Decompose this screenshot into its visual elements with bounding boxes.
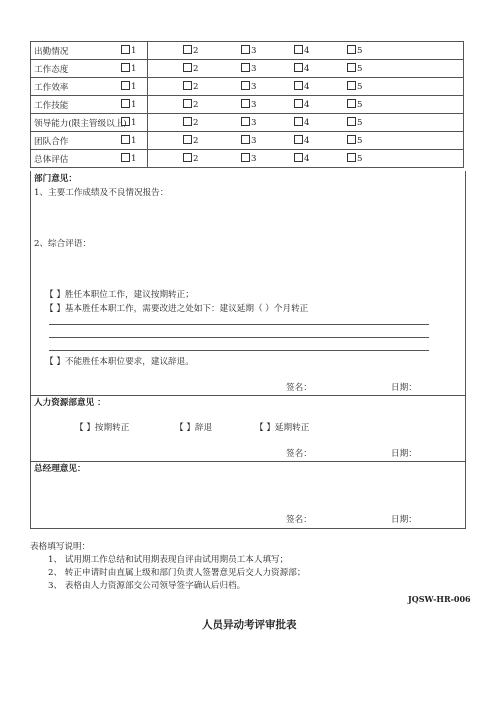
rating-option-label: 2	[193, 82, 199, 92]
rating-option[interactable]	[241, 153, 256, 164]
rating-option-label: 4	[304, 82, 310, 92]
rating-option-label: 3	[251, 64, 257, 74]
checkbox-icon[interactable]	[121, 153, 130, 162]
gm-opinion-title: 总经理意见：	[34, 464, 86, 474]
rating-option[interactable]	[294, 153, 309, 164]
rating-row	[31, 150, 464, 168]
rating-option-label: 1	[131, 64, 137, 74]
checkbox-icon[interactable]	[347, 63, 356, 72]
notes-item-2: 2、 转正申请时由直属上级和部门负责人签署意见后交人力资源部；	[48, 568, 306, 578]
rating-row	[31, 114, 464, 132]
rating-option-label: 4	[304, 64, 310, 74]
checkbox-icon[interactable]	[294, 135, 303, 144]
rating-option[interactable]	[294, 99, 309, 110]
rating-option-label: 5	[357, 64, 363, 74]
rating-option-label: 5	[357, 46, 363, 56]
rating-option[interactable]	[183, 99, 198, 110]
rating-option[interactable]	[241, 99, 256, 110]
hr-opinion-title: 人力资源部意见 ：	[34, 398, 106, 408]
rating-options-cell	[131, 150, 464, 168]
rating-option[interactable]	[347, 81, 362, 92]
rating-label: 工作态度	[31, 60, 148, 78]
rating-option-label: 2	[193, 46, 199, 56]
checkbox-icon[interactable]	[183, 153, 192, 162]
rating-option-label: 3	[251, 46, 257, 56]
rating-table	[30, 41, 464, 168]
rating-row	[31, 42, 464, 60]
notes-item-3: 3、 表格由人力资源部交公司领导签字确认后归档。	[48, 581, 246, 591]
rating-option[interactable]	[183, 135, 198, 146]
checkbox-icon[interactable]	[241, 135, 250, 144]
rating-option[interactable]	[183, 45, 198, 56]
rating-option[interactable]	[241, 117, 256, 128]
hr-option-dismiss[interactable]: 【 】辞退	[175, 423, 213, 433]
checkbox-icon[interactable]	[294, 45, 303, 54]
rating-option-label: 1	[131, 136, 137, 146]
rating-option-label: 5	[357, 82, 363, 92]
checkbox-icon[interactable]	[347, 153, 356, 162]
rating-label: 出勤情况	[31, 42, 148, 60]
dept-date-label: 日期：	[391, 383, 417, 393]
rating-option[interactable]	[183, 81, 198, 92]
dept-sign-label: 签名：	[286, 383, 312, 393]
rating-option[interactable]	[183, 117, 198, 128]
rating-option[interactable]	[121, 63, 136, 74]
checkbox-icon[interactable]	[183, 63, 192, 72]
rating-option[interactable]	[294, 63, 309, 74]
rating-option-label: 4	[304, 136, 310, 146]
rating-row	[31, 60, 464, 78]
rating-option-label: 4	[304, 46, 310, 56]
rating-options-cell	[131, 114, 464, 132]
rating-label: 团队合作	[31, 132, 148, 150]
rating-option-label: 3	[251, 154, 257, 164]
dept-opinion-title: 部门意见：	[34, 174, 77, 184]
comment-line-2[interactable]	[49, 337, 429, 338]
checkbox-icon[interactable]	[294, 117, 303, 126]
checkbox-icon[interactable]	[183, 135, 192, 144]
rating-option-label: 3	[251, 118, 257, 128]
rating-option-label: 5	[357, 118, 363, 128]
checkbox-icon[interactable]	[121, 81, 130, 90]
dept-item-1: 1、主要工作成绩及不良情况报告：	[34, 188, 169, 198]
gm-opinion-section	[30, 461, 466, 529]
rating-option[interactable]	[121, 153, 136, 164]
rating-option[interactable]	[241, 135, 256, 146]
rating-option-label: 3	[251, 82, 257, 92]
checkbox-icon[interactable]	[121, 99, 130, 108]
dept-opinion-section	[30, 171, 466, 396]
rating-option-label: 2	[193, 118, 199, 128]
checkbox-icon[interactable]	[183, 117, 192, 126]
dept-option-pass[interactable]: 【 】胜任本职位工作，建议按期转正；	[45, 290, 194, 300]
rating-option[interactable]	[121, 135, 136, 146]
checkbox-icon[interactable]	[241, 99, 250, 108]
checkbox-icon[interactable]	[121, 135, 130, 144]
rating-option[interactable]	[294, 135, 309, 146]
checkbox-icon[interactable]	[347, 99, 356, 108]
rating-option-label: 4	[304, 154, 310, 164]
hr-opinion-section	[30, 395, 466, 462]
rating-option-label: 2	[193, 100, 199, 110]
rating-option-label: 4	[304, 100, 310, 110]
rating-option[interactable]	[183, 63, 198, 74]
gm-sign-label: 签名：	[286, 515, 312, 525]
rating-option[interactable]	[294, 117, 309, 128]
rating-label: 总体评估	[31, 150, 148, 168]
rating-option-label: 2	[193, 136, 199, 146]
checkbox-icon[interactable]	[241, 63, 250, 72]
rating-option[interactable]	[183, 153, 198, 164]
checkbox-icon[interactable]	[121, 45, 130, 54]
checkbox-icon[interactable]	[121, 117, 130, 126]
rating-option[interactable]	[121, 99, 136, 110]
checkbox-icon[interactable]	[241, 45, 250, 54]
notes-item-1: 1、 试用期工作总结和试用期表现自评由试用期员工本人填写；	[48, 555, 289, 565]
rating-option[interactable]	[121, 45, 136, 56]
checkbox-icon[interactable]	[183, 81, 192, 90]
rating-option[interactable]	[121, 117, 136, 128]
rating-option[interactable]	[294, 45, 309, 56]
rating-options-cell	[131, 132, 464, 150]
rating-option-label: 5	[357, 136, 363, 146]
comment-line-3[interactable]	[49, 350, 429, 351]
dept-item-2: 2、综合评语：	[34, 239, 92, 249]
rating-option[interactable]	[241, 45, 256, 56]
rating-option-label: 1	[131, 82, 137, 92]
hr-option-extend[interactable]: 【 】延期转正	[255, 423, 310, 433]
checkbox-icon[interactable]	[347, 45, 356, 54]
rating-option-label: 5	[357, 154, 363, 164]
checkbox-icon[interactable]	[347, 135, 356, 144]
rating-row	[31, 78, 464, 96]
gm-date-label: 日期：	[391, 515, 417, 525]
rating-option-label: 1	[131, 100, 137, 110]
checkbox-icon[interactable]	[241, 81, 250, 90]
rating-option[interactable]	[347, 63, 362, 74]
hr-option-regular[interactable]: 【 】按期转正	[75, 423, 130, 433]
rating-label: 工作技能	[31, 96, 148, 114]
rating-option[interactable]	[241, 81, 256, 92]
rating-option-label: 4	[304, 118, 310, 128]
document-code: JQSW-HR-006	[408, 594, 471, 604]
notes-heading: 表格填写说明：	[30, 542, 91, 552]
rating-option-label: 1	[131, 118, 137, 128]
rating-option-label: 5	[357, 100, 363, 110]
rating-option-label: 3	[251, 136, 257, 146]
checkbox-icon[interactable]	[241, 153, 250, 162]
rating-options-cell	[131, 60, 464, 78]
hr-date-label: 日期：	[391, 449, 417, 459]
rating-options-cell	[131, 78, 464, 96]
dept-option-fail[interactable]: 【 】不能胜任本职位要求，建议辞退。	[45, 357, 194, 367]
checkbox-icon[interactable]	[183, 99, 192, 108]
rating-option[interactable]	[294, 81, 309, 92]
checkbox-icon[interactable]	[294, 63, 303, 72]
rating-label: 工作效率	[31, 78, 148, 96]
rating-option-label: 1	[131, 46, 137, 56]
rating-option[interactable]	[121, 81, 136, 92]
rating-option[interactable]	[347, 117, 362, 128]
hr-sign-label: 签名：	[286, 449, 312, 459]
checkbox-icon[interactable]	[347, 81, 356, 90]
rating-option-label: 2	[193, 154, 199, 164]
rating-option[interactable]	[347, 45, 362, 56]
rating-option[interactable]	[347, 153, 362, 164]
rating-option[interactable]	[347, 135, 362, 146]
rating-row	[31, 132, 464, 150]
checkbox-icon[interactable]	[294, 153, 303, 162]
rating-option[interactable]	[347, 99, 362, 110]
checkbox-icon[interactable]	[183, 45, 192, 54]
dept-option-extend[interactable]: 【 】基本胜任本职工作，需要改进之处如下：建议延期（ ）个月转正	[45, 304, 309, 314]
checkbox-icon[interactable]	[294, 99, 303, 108]
checkbox-icon[interactable]	[347, 117, 356, 126]
rating-option-label: 1	[131, 154, 137, 164]
rating-options-cell	[131, 42, 464, 60]
rating-label: 领导能力(限主管级以上)	[31, 114, 148, 132]
rating-option-label: 2	[193, 64, 199, 74]
rating-option-label: 3	[251, 100, 257, 110]
checkbox-icon[interactable]	[294, 81, 303, 90]
rating-row	[31, 96, 464, 114]
next-form-title: 人员异动考评审批表	[202, 619, 297, 631]
rating-option[interactable]	[241, 63, 256, 74]
checkbox-icon[interactable]	[121, 63, 130, 72]
rating-options-cell	[131, 96, 464, 114]
comment-line-1[interactable]	[49, 324, 429, 325]
checkbox-icon[interactable]	[241, 117, 250, 126]
